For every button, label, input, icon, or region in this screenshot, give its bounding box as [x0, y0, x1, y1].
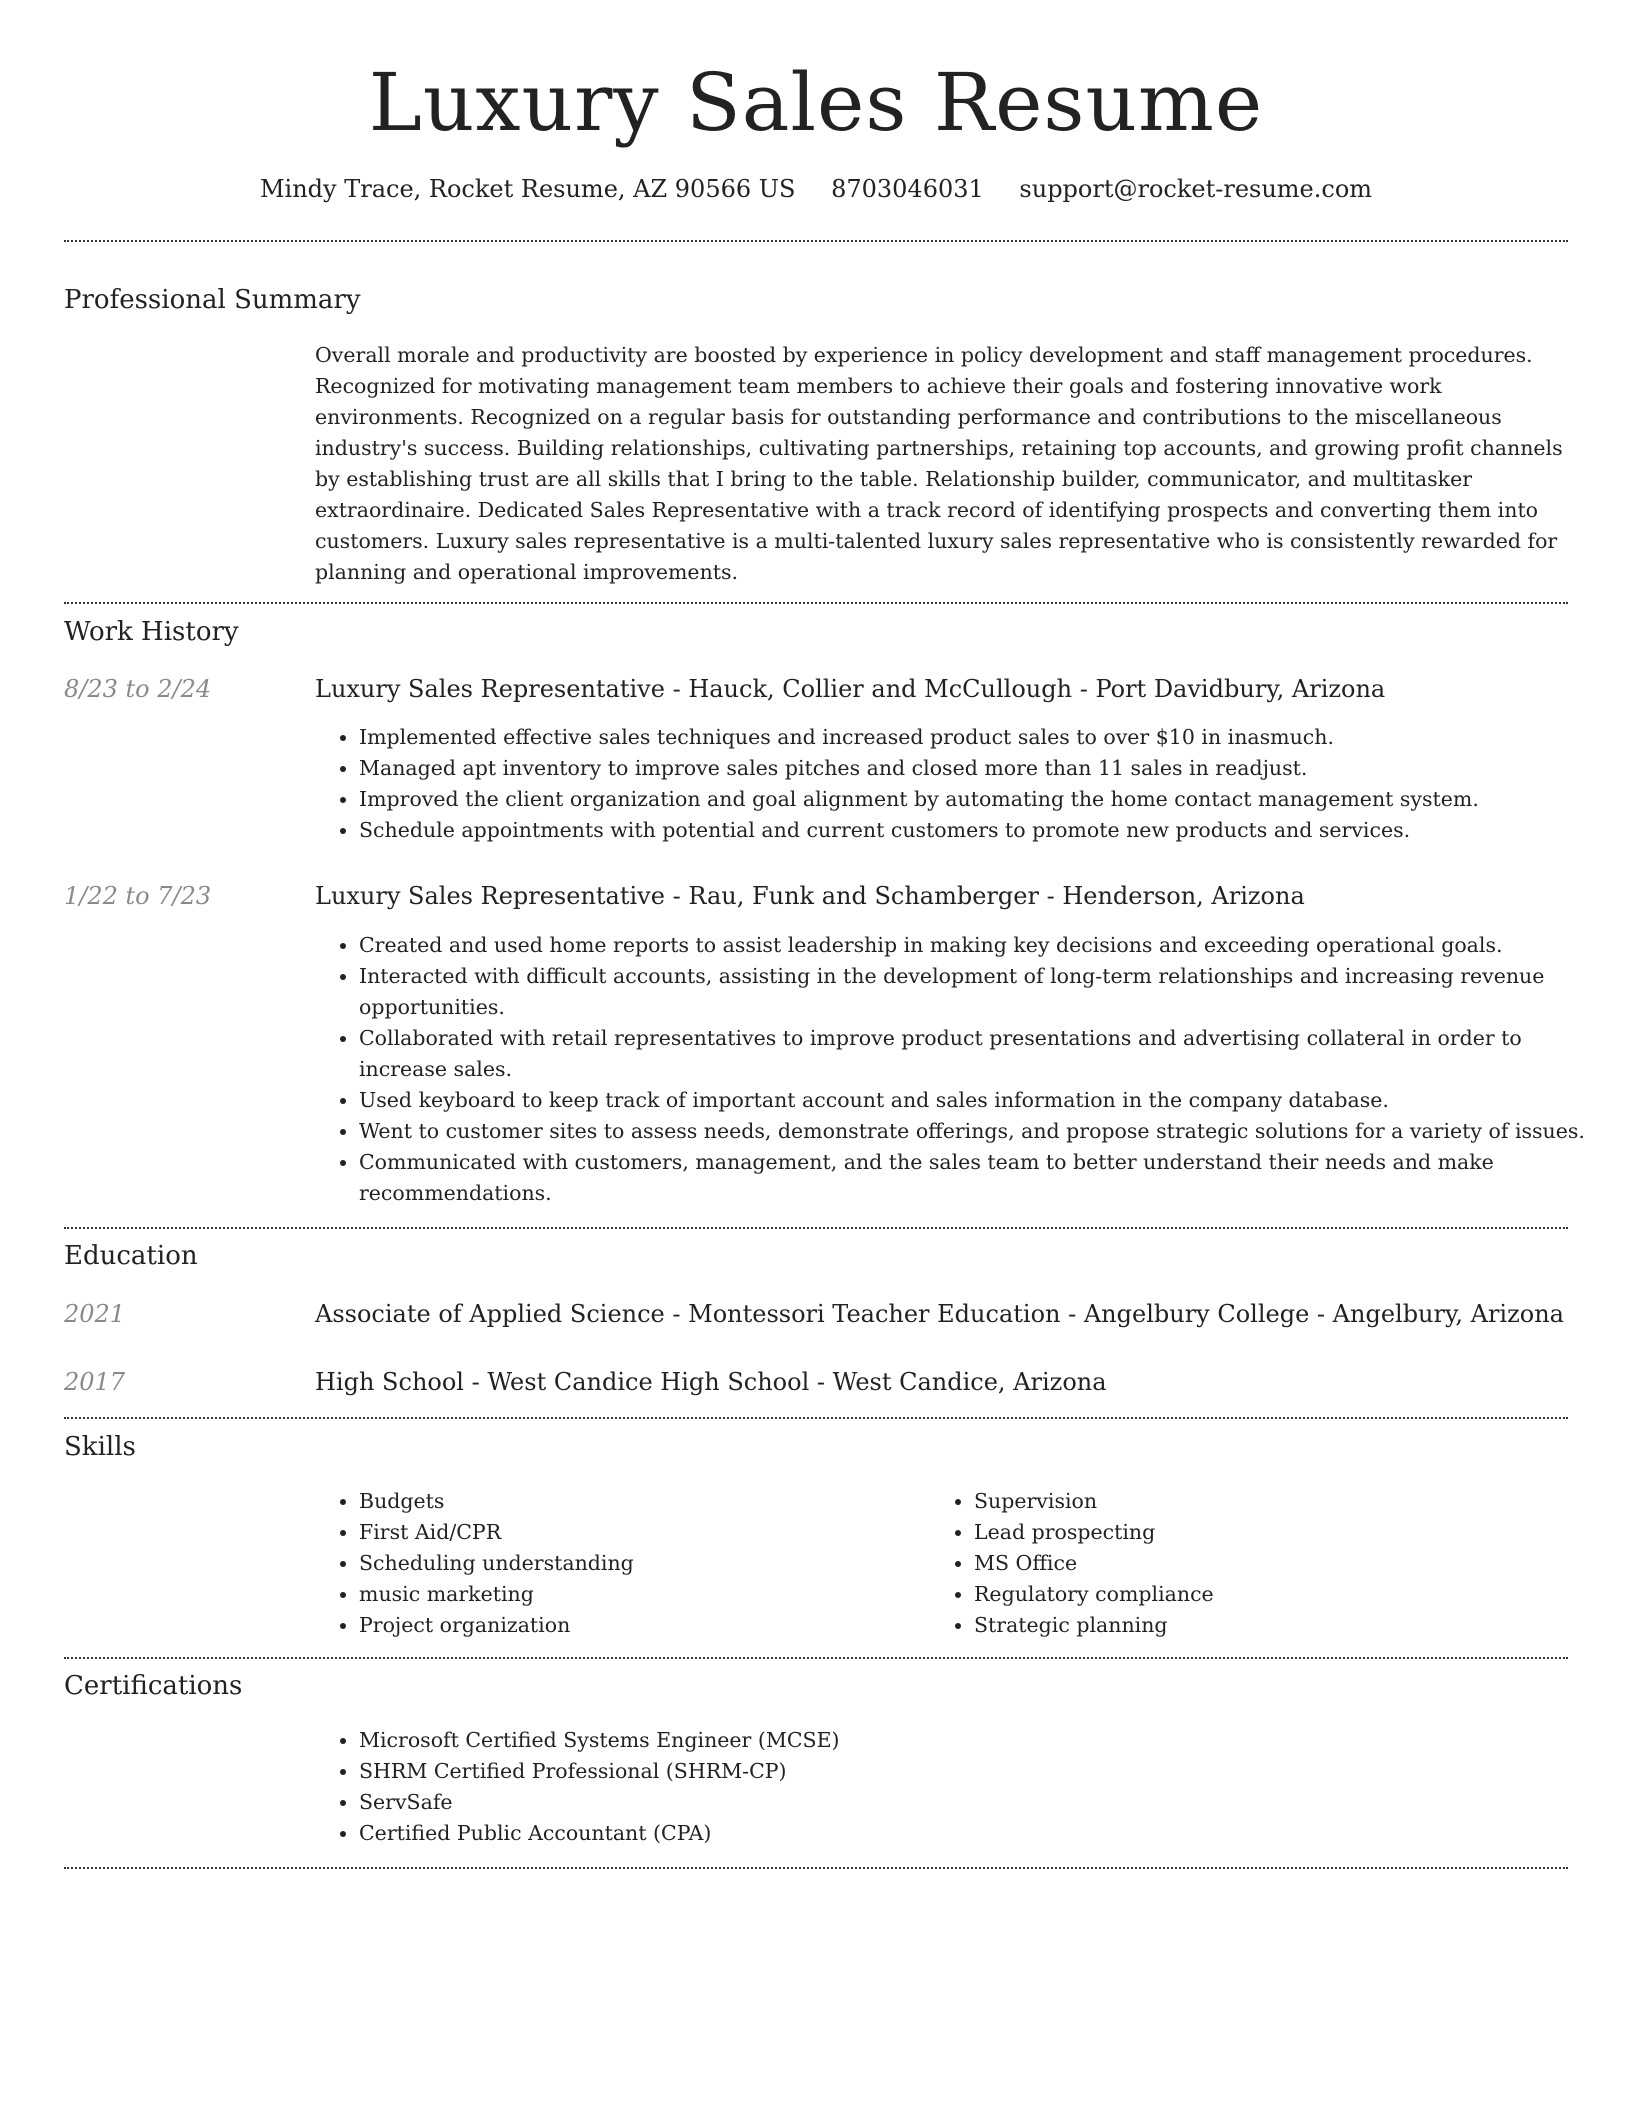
- list-item: • Regulatory compliance: [974, 1579, 1574, 1610]
- certifications-heading: Certifications: [64, 1671, 243, 1701]
- education-details: - Angelbury College - Angelbury, Arizona: [1060, 1300, 1564, 1328]
- list-item: • Managed apt inventory to improve sales pitches and closed more than 11 sales in readjust.: [359, 753, 1612, 784]
- education-heading: Education: [64, 1241, 198, 1271]
- contact-phone: 8703046031: [831, 175, 984, 203]
- contact-line: [64, 172, 1568, 206]
- skills-list-left: [315, 1486, 919, 1641]
- list-item: • MS Office: [974, 1548, 1574, 1579]
- work-history-heading: Work History: [64, 617, 239, 647]
- certifications-list: [315, 1725, 1612, 1849]
- education-year: 2017: [64, 1368, 126, 1396]
- list-item: • Created and used home reports to assist leadership in making key decisions and exceeding operational goals.: [359, 930, 1612, 961]
- job-heading: [315, 879, 1568, 913]
- list-item: • Scheduling understanding: [359, 1548, 919, 1579]
- list-item: • Lead prospecting: [974, 1517, 1574, 1548]
- list-item: • Microsoft Certified Systems Engineer (MCSE): [359, 1725, 1612, 1756]
- job-details: - Rau, Funk and Schamberger - Henderson, Arizona: [664, 882, 1305, 910]
- section-divider: [64, 1657, 1568, 1659]
- list-item: • Improved the client organization and goal alignment by automating the home contact management system.: [359, 784, 1612, 815]
- contact-address: Mindy Trace, Rocket Resume, AZ 90566 US: [259, 175, 796, 203]
- list-item: • Strategic planning: [974, 1610, 1574, 1641]
- education-entry: [315, 1297, 1568, 1331]
- job-dates: 8/23 to 2/24: [64, 675, 212, 703]
- job-dates: 1/22 to 7/23: [64, 882, 212, 910]
- resume-title: Luxury Sales Resume: [368, 56, 1264, 149]
- section-divider: [64, 602, 1568, 604]
- list-item: • Certified Public Accountant (CPA): [359, 1818, 1612, 1849]
- list-item: • music marketing: [359, 1579, 919, 1610]
- skills-heading: Skills: [64, 1432, 136, 1462]
- job-heading: [315, 672, 1568, 706]
- section-divider: [64, 240, 1568, 242]
- job-title: Luxury Sales Representative: [315, 882, 665, 910]
- education-degree: Associate of Applied Science - Montessori Teacher Education: [315, 1300, 1061, 1328]
- job-bullets: [315, 930, 1612, 1209]
- section-divider: [64, 1417, 1568, 1419]
- list-item: • Supervision: [974, 1486, 1574, 1517]
- list-item: • Schedule appointments with potential and current customers to promote new products and services.: [359, 815, 1612, 846]
- summary-text: Overall morale and productivity are boosted by experience in policy development and staff management procedures. Recognized for motivating management team members to achieve their goals and fostering innovative work environments. Recognized on a regular basis for outstanding performance and contributions to the miscellaneous industry's success. Building relationships, cultivating partnerships, retaining top accounts, and growing profit channels by establishing trust are all skills that I bring to the table. Relationship builder, communicator, and multitasker extraordinaire. Dedicated Sales Representative with a track record of identifying prospects and converting them into customers. Luxury sales representative is a multi-talented luxury sales representative who is consistently rewarded for planning and operational improvements.: [315, 343, 1563, 584]
- list-item: • Collaborated with retail representatives to improve product presentations and advertising collateral in order to increase sales.: [359, 1023, 1612, 1085]
- list-item: • Went to customer sites to assess needs, demonstrate offerings, and propose strategic solutions for a variety of issues.: [359, 1116, 1612, 1147]
- list-item: • Project organization: [359, 1610, 919, 1641]
- list-item: • Communicated with customers, management, and the sales team to better understand their needs and make recommendations.: [359, 1147, 1612, 1209]
- skills-list-right: [930, 1486, 1574, 1641]
- job-details: - Hauck, Collier and McCullough - Port Davidbury, Arizona: [664, 675, 1386, 703]
- education-year: 2021: [64, 1300, 126, 1328]
- job-bullets: [315, 722, 1612, 846]
- education-details: - West Candice High School - West Candice, Arizona: [463, 1368, 1107, 1396]
- education-entry: [315, 1365, 1568, 1399]
- list-item: • First Aid/CPR: [359, 1517, 919, 1548]
- list-item: • Budgets: [359, 1486, 919, 1517]
- list-item: • Interacted with difficult accounts, assisting in the development of long-term relationships and increasing revenue opportunities.: [359, 961, 1612, 1023]
- list-item: • Implemented effective sales techniques and increased product sales to over $10 in inasmuch.: [359, 722, 1612, 753]
- list-item: • ServSafe: [359, 1787, 1612, 1818]
- list-item: • Used keyboard to keep track of important account and sales information in the company database.: [359, 1085, 1612, 1116]
- list-item: • SHRM Certified Professional (SHRM-CP): [359, 1756, 1612, 1787]
- contact-email: support@rocket-resume.com: [1019, 175, 1373, 203]
- section-divider: [64, 1227, 1568, 1229]
- summary-heading: Professional Summary: [64, 285, 361, 315]
- education-degree: High School: [315, 1368, 464, 1396]
- section-divider: [64, 1867, 1568, 1869]
- job-title: Luxury Sales Representative: [315, 675, 665, 703]
